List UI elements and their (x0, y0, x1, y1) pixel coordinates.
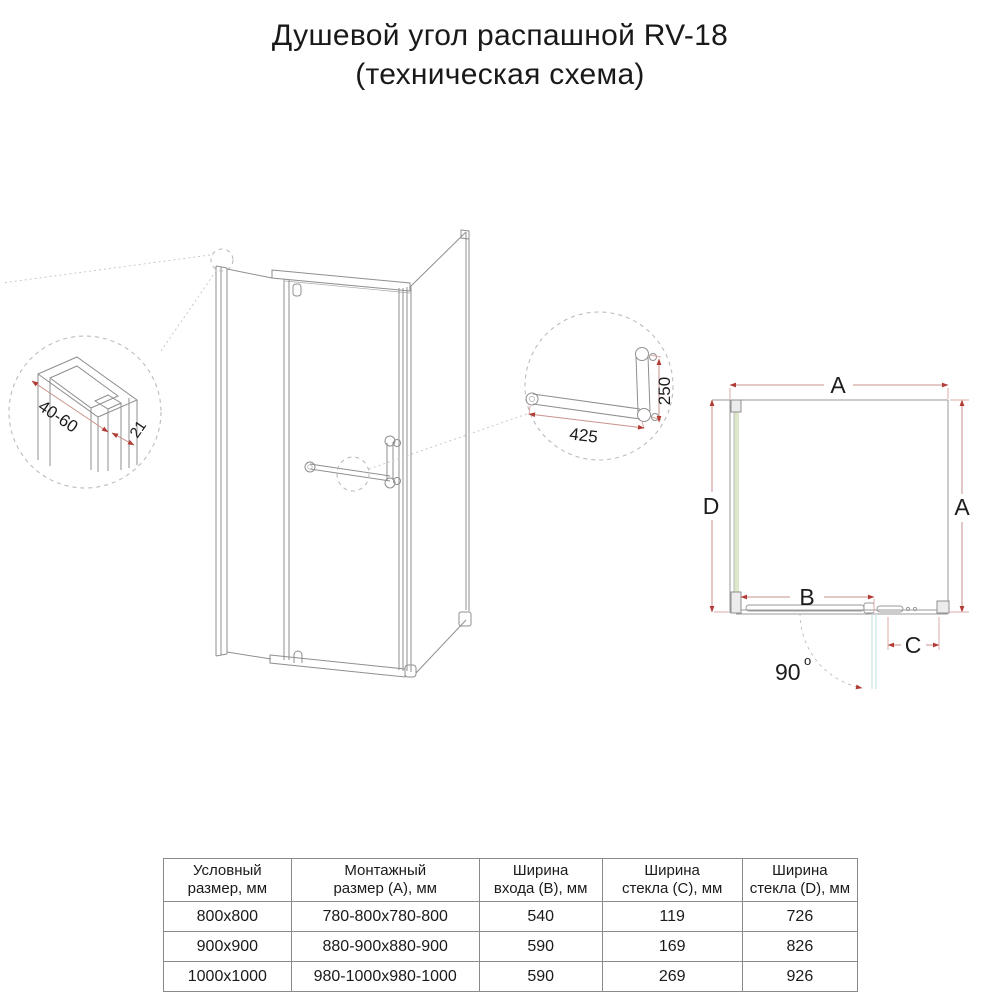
plan-fitting-dot-2 (913, 607, 916, 610)
table-row (164, 932, 858, 962)
title-line-1: Душевой угол распашной RV-18 (271, 19, 729, 52)
detail-circle-left (9, 336, 161, 488)
wall-profile-strip (216, 266, 227, 656)
enclosure-3d-view (2, 230, 527, 677)
top-rail-inner-line (285, 281, 410, 293)
plan-corner-block-right (937, 601, 949, 613)
corner-profile (399, 286, 411, 672)
cell: 826 (742, 932, 857, 962)
plan-wall-fitting (877, 606, 903, 612)
handle-enlarged (526, 348, 659, 422)
dim-label-d: D (702, 493, 720, 519)
table-row (164, 962, 858, 992)
col-header-nominal-size: Условный размер, мм (164, 859, 292, 902)
front-glass-bottom-edge (227, 652, 271, 659)
cell: 590 (479, 932, 602, 962)
dim-label-a-right: A (954, 494, 970, 520)
plan-glass-d (734, 412, 739, 598)
table-row (164, 902, 858, 932)
dim-label-handle-height: 250 (655, 376, 674, 406)
side-glass-panel (411, 230, 471, 673)
title-line-2: (техническая схема) (355, 58, 645, 91)
detail-circle-right (525, 312, 673, 460)
plan-top-view (703, 372, 971, 689)
front-glass-top-edge (227, 269, 272, 278)
callout-ring-wall-profile (211, 249, 233, 271)
col-header-mounting-size: Монтажный размер (А), мм (291, 859, 479, 902)
door-swing-arc (800, 613, 862, 688)
plan-door-pivot (864, 603, 874, 613)
cell: 926 (742, 962, 857, 992)
dim-label-profile-depth: 21 (126, 417, 151, 442)
plan-wall-profile-top (731, 400, 741, 412)
dim-label-b: B (799, 584, 815, 610)
col-header-glass-d-width: Ширина стекла (D), мм (742, 859, 857, 902)
bottom-rail (270, 655, 405, 677)
cell: 780-800x780-800 (291, 902, 479, 932)
cell: 119 (602, 902, 742, 932)
cell: 800x800 (164, 902, 292, 932)
cell: 590 (479, 962, 602, 992)
callout-leader-3 (369, 414, 527, 469)
callout-leader-1 (2, 255, 210, 283)
dim-label-handle-length: 425 (568, 424, 599, 447)
hinge-profile (284, 279, 289, 660)
cell: 900x900 (164, 932, 292, 962)
dim-label-c: C (904, 632, 922, 658)
top-pivot-hinge (293, 284, 301, 296)
angle-sup-label: o (804, 653, 812, 668)
cell: 726 (742, 902, 857, 932)
angle-label: 90 (775, 659, 801, 685)
cell: 1000x1000 (164, 962, 292, 992)
callout-leader-2 (161, 271, 216, 351)
plan-fitting-dot-1 (906, 607, 909, 610)
detail-wall-profile (9, 336, 161, 488)
detail-handle (525, 312, 674, 460)
col-header-entry-width: Ширина входа (В), мм (479, 859, 602, 902)
cell: 880-900x880-900 (291, 932, 479, 962)
cell: 269 (602, 962, 742, 992)
dim-label-a-top: A (830, 372, 846, 398)
table-header-row (164, 859, 858, 902)
bottom-pivot-hinge (294, 651, 302, 663)
dim-label-profile-width: 40-60 (34, 396, 82, 437)
size-table (163, 858, 858, 992)
cell: 169 (602, 932, 742, 962)
plan-corner-profile-left (731, 592, 741, 613)
cell: 980-1000x980-1000 (291, 962, 479, 992)
cell: 540 (479, 902, 602, 932)
col-header-glass-c-width: Ширина стекла (С), мм (602, 859, 742, 902)
door-handle-3d (305, 436, 401, 488)
